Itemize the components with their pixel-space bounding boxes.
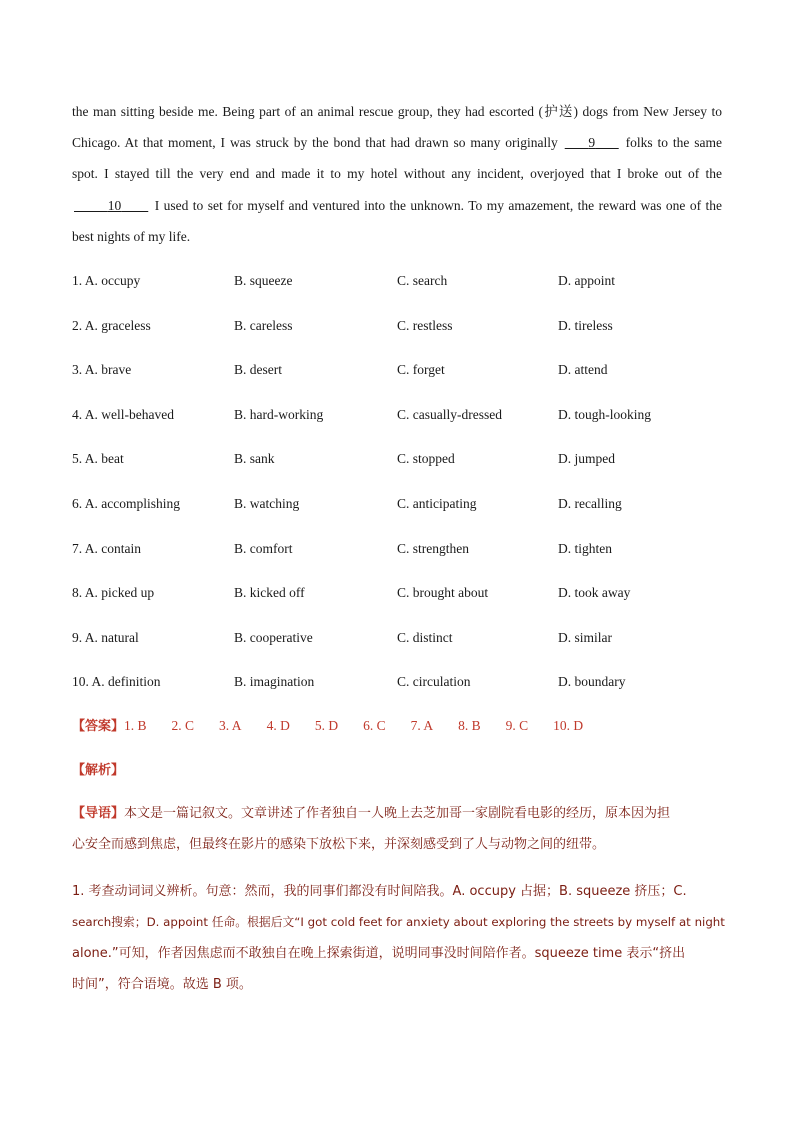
option-c: C. distinct bbox=[397, 629, 453, 645]
option-d: D. tough-looking bbox=[558, 406, 651, 422]
answer-item: 4. D bbox=[266, 718, 290, 733]
blank-9 bbox=[563, 127, 621, 158]
option-c: C. strengthen bbox=[397, 540, 469, 556]
option-b: B. imagination bbox=[234, 674, 315, 690]
option-c: C. restless bbox=[397, 317, 453, 333]
option-row bbox=[72, 266, 732, 311]
option-a: 2. A. graceless bbox=[72, 317, 151, 333]
option-row bbox=[72, 311, 732, 356]
option-b: B. comfort bbox=[234, 540, 293, 556]
option-d: D. boundary bbox=[558, 674, 626, 690]
option-row bbox=[72, 444, 732, 489]
answer-item: 8. B bbox=[458, 718, 481, 733]
option-b: B. kicked off bbox=[234, 585, 305, 601]
passage-segment: folks to the same bbox=[625, 135, 723, 151]
passage-line bbox=[72, 127, 722, 158]
option-a: 5. A. beat bbox=[72, 451, 124, 467]
option-c: C. casually-dressed bbox=[397, 406, 502, 422]
explanation-1 bbox=[72, 876, 725, 1000]
answer-key bbox=[72, 711, 608, 742]
option-d: D. tireless bbox=[558, 317, 613, 333]
explanation-line: search搜索；D. appoint 任命。根据后文“I got cold feet for anxiety about exploring the streets by myself at night bbox=[72, 915, 725, 929]
option-c: C. stopped bbox=[397, 451, 455, 467]
option-a: 8. A. picked up bbox=[72, 585, 155, 601]
option-a: 3. A. brave bbox=[72, 362, 132, 378]
answer-item: 5. D bbox=[314, 718, 339, 733]
analysis-heading: 【解析】 bbox=[72, 763, 125, 778]
option-row bbox=[72, 667, 732, 712]
explanation-line: alone.”可知，作者因焦虑而不敢独自在晚上探索街道，说明同事没时间陪作者。squeeze time 表示“挤出 bbox=[72, 946, 686, 961]
blank-number: 10 bbox=[107, 197, 122, 213]
option-c: C. brought about bbox=[397, 585, 489, 601]
answer-item: 3. A bbox=[219, 718, 242, 733]
option-c: C. forget bbox=[397, 362, 445, 378]
option-d: D. appoint bbox=[558, 273, 615, 288]
option-a: 6. A. accomplishing bbox=[72, 495, 180, 511]
guide-line bbox=[72, 798, 722, 829]
option-b: B. desert bbox=[234, 362, 282, 378]
passage-line: best nights of my life. bbox=[72, 228, 191, 244]
option-c: C. search bbox=[397, 273, 448, 288]
option-d: D. attend bbox=[558, 362, 608, 378]
option-row bbox=[72, 534, 732, 579]
passage-segment: I used to set for myself and ventured into the unknown. To my amazement, the reward was one of the bbox=[154, 197, 723, 213]
answer-item: 6. C bbox=[363, 718, 386, 733]
passage-text bbox=[72, 96, 722, 252]
options-list bbox=[72, 266, 732, 712]
explanation-line: 1. 考查动词词义辨析。句意：然而，我的同事们都没有时间陪我。A. occupy 占据；B. squeeze 挤压；C. bbox=[72, 884, 687, 899]
option-b: B. careless bbox=[234, 317, 293, 333]
answer-item: 7. A bbox=[410, 718, 434, 733]
option-row bbox=[72, 623, 732, 668]
option-b: B. squeeze bbox=[234, 273, 293, 288]
option-d: D. tighten bbox=[558, 540, 612, 556]
blank-10 bbox=[72, 190, 150, 221]
passage-line: spot. I stayed till the very end and made it to my hotel without any incident, overjoyed that I broke out of the bbox=[72, 166, 722, 182]
option-row bbox=[72, 400, 732, 445]
passage-line: the man sitting beside me. Being part of an animal rescue group, they had escorted (护送) dogs from New Jersey to bbox=[72, 104, 722, 119]
blank-number: 9 bbox=[588, 135, 596, 151]
option-c: C. circulation bbox=[397, 674, 471, 690]
option-row bbox=[72, 489, 732, 534]
option-a: 1. A. occupy bbox=[72, 273, 141, 288]
answer-item: 1. B bbox=[124, 718, 147, 733]
guide-text: 本文是一篇记叙文。文章讲述了作者独自一人晚上去芝加哥一家剧院看电影的经历，原本因为担 bbox=[124, 806, 671, 821]
explanation-line: 时间”，符合语境。故选 B 项。 bbox=[72, 977, 252, 992]
option-b: B. hard-working bbox=[234, 406, 324, 422]
option-a: 4. A. well-behaved bbox=[72, 406, 174, 422]
option-b: B. sank bbox=[234, 451, 275, 467]
answer-item: 2. C bbox=[171, 718, 195, 733]
option-d: D. jumped bbox=[558, 451, 615, 467]
guide-section bbox=[72, 798, 722, 860]
option-d: D. took away bbox=[558, 585, 631, 601]
guide-line: 心安全而感到焦虑，但最终在影片的感染下放松下来，并深刻感受到了人与动物之间的纽带。 bbox=[72, 837, 606, 852]
option-row bbox=[72, 355, 732, 400]
guide-tag: 【导语】 bbox=[72, 806, 125, 821]
passage-segment: Chicago. At that moment, I was struck by the bond that had drawn so many originally bbox=[72, 135, 558, 151]
option-a: 9. A. natural bbox=[72, 629, 139, 645]
option-d: D. recalling bbox=[558, 495, 622, 511]
option-b: B. watching bbox=[234, 495, 300, 511]
option-b: B. cooperative bbox=[234, 629, 313, 645]
option-a: 10. A. definition bbox=[72, 674, 161, 690]
answer-item: 10. D bbox=[553, 718, 584, 733]
passage-line bbox=[72, 190, 722, 221]
option-row bbox=[72, 578, 732, 623]
option-d: D. similar bbox=[558, 629, 612, 645]
option-c: C. anticipating bbox=[397, 495, 477, 511]
answer-tag: 【答案】 bbox=[72, 719, 125, 734]
option-a: 7. A. contain bbox=[72, 540, 141, 556]
answer-item: 9. C bbox=[505, 718, 529, 733]
